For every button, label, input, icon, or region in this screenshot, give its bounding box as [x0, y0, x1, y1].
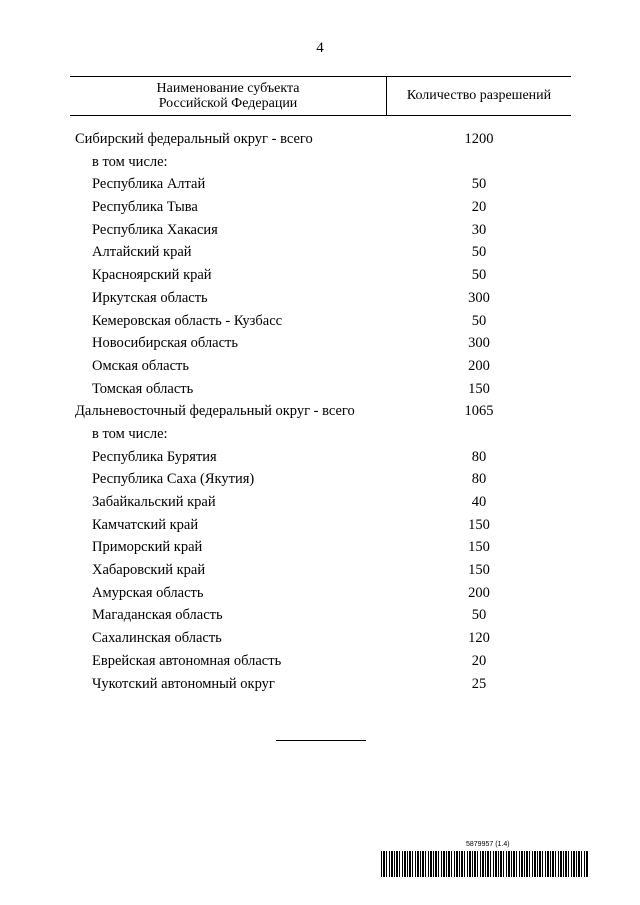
table-body — [0, 128, 640, 695]
row-permit-count: 1065 — [464, 403, 494, 420]
row-permit-count: 30 — [471, 221, 487, 238]
row-permit-count: 150 — [468, 516, 490, 533]
row-permit-count: 40 — [471, 494, 487, 510]
table-row-label — [0, 423, 640, 446]
row-subject-name: Республика Тыва — [92, 199, 198, 216]
row-permit-count: 1200 — [464, 131, 494, 147]
table-row — [0, 559, 640, 582]
table-row — [0, 332, 640, 355]
table-row — [0, 173, 640, 196]
row-permit-count: 300 — [468, 289, 490, 306]
row-subject-name: Хабаровский край — [92, 562, 206, 579]
row-permit-count: 200 — [468, 357, 490, 374]
page-number: 4 — [316, 40, 324, 56]
row-subject-name: Алтайский край — [92, 244, 192, 261]
row-subject-name: Амурская область — [92, 584, 204, 601]
column-header-subject — [70, 77, 387, 115]
table-row — [0, 582, 640, 605]
column-header-count: Количество разрешений — [406, 88, 552, 103]
row-subject-name: Кемеровская область - Кузбасс — [92, 312, 283, 329]
document-code: 5879957 (1.4) — [466, 841, 510, 848]
row-subject-name: Красноярский край — [92, 267, 212, 284]
row-subject-name: Новосибирская область — [92, 335, 238, 352]
row-permit-count: 150 — [468, 562, 490, 579]
closing-separator-line — [276, 740, 366, 741]
row-permit-count: 80 — [471, 448, 487, 465]
table-row — [0, 491, 640, 514]
table-row — [0, 241, 640, 264]
row-subject-name: Приморский край — [92, 539, 203, 556]
row-subject-name: Магаданская область — [92, 607, 223, 624]
table-row — [0, 355, 640, 378]
table-row-total — [0, 400, 640, 423]
row-permit-count: 120 — [468, 630, 490, 647]
row-subject-name: Сахалинская область — [92, 630, 222, 647]
row-permit-count: 150 — [468, 539, 490, 556]
row-subject-name: Иркутская область — [92, 289, 208, 306]
row-permit-count: 150 — [468, 380, 490, 397]
table-header — [70, 76, 571, 116]
row-permit-count: 20 — [471, 199, 487, 216]
row-subject-name: Республика Алтай — [92, 176, 206, 193]
table-row — [0, 446, 640, 469]
row-subject-name: Томская область — [92, 380, 194, 397]
column-header-subject-line1: Наименование субъекта — [156, 81, 300, 96]
table-row — [0, 514, 640, 537]
row-subject-name: в том числе: — [92, 425, 168, 442]
row-subject-name: Забайкальский край — [92, 494, 216, 510]
row-subject-name: Республика Хакасия — [92, 221, 218, 238]
table-row — [0, 378, 640, 401]
row-permit-count: 50 — [471, 176, 487, 193]
row-permit-count: 200 — [468, 584, 490, 601]
table-row — [0, 264, 640, 287]
row-permit-count: 300 — [468, 335, 490, 352]
row-subject-name: Еврейская автономная область — [92, 652, 282, 669]
row-permit-count: 20 — [471, 652, 487, 669]
row-permit-count: 50 — [471, 267, 487, 284]
barcode-image — [381, 851, 589, 877]
row-permit-count: 80 — [471, 471, 487, 488]
row-subject-name: Камчатский край — [92, 516, 199, 533]
row-subject-name: Чукотский автономный округ — [92, 675, 275, 692]
table-row — [0, 650, 640, 673]
row-subject-name: Дальневосточный федеральный округ - всего — [75, 403, 355, 420]
row-subject-name: в том числе: — [92, 153, 168, 170]
table-row — [0, 604, 640, 627]
table-row-label — [0, 151, 640, 174]
table-row — [0, 287, 640, 310]
column-header-subject-line2: Российской Федерации — [158, 96, 298, 111]
row-subject-name: Омская область — [92, 357, 189, 374]
table-row — [0, 468, 640, 491]
table-row — [0, 627, 640, 650]
row-subject-name: Республика Саха (Якутия) — [92, 471, 255, 488]
row-subject-name: Республика Бурятия — [92, 448, 217, 465]
row-subject-name: Сибирский федеральный округ - всего — [75, 131, 313, 147]
row-permit-count: 50 — [471, 244, 487, 261]
table-row — [0, 310, 640, 333]
table-row — [0, 219, 640, 242]
table-row — [0, 673, 640, 696]
table-row-total — [0, 128, 640, 151]
table-row — [0, 536, 640, 559]
row-permit-count: 50 — [471, 607, 487, 624]
row-permit-count: 50 — [471, 312, 487, 329]
table-row — [0, 196, 640, 219]
row-permit-count: 25 — [471, 675, 487, 692]
